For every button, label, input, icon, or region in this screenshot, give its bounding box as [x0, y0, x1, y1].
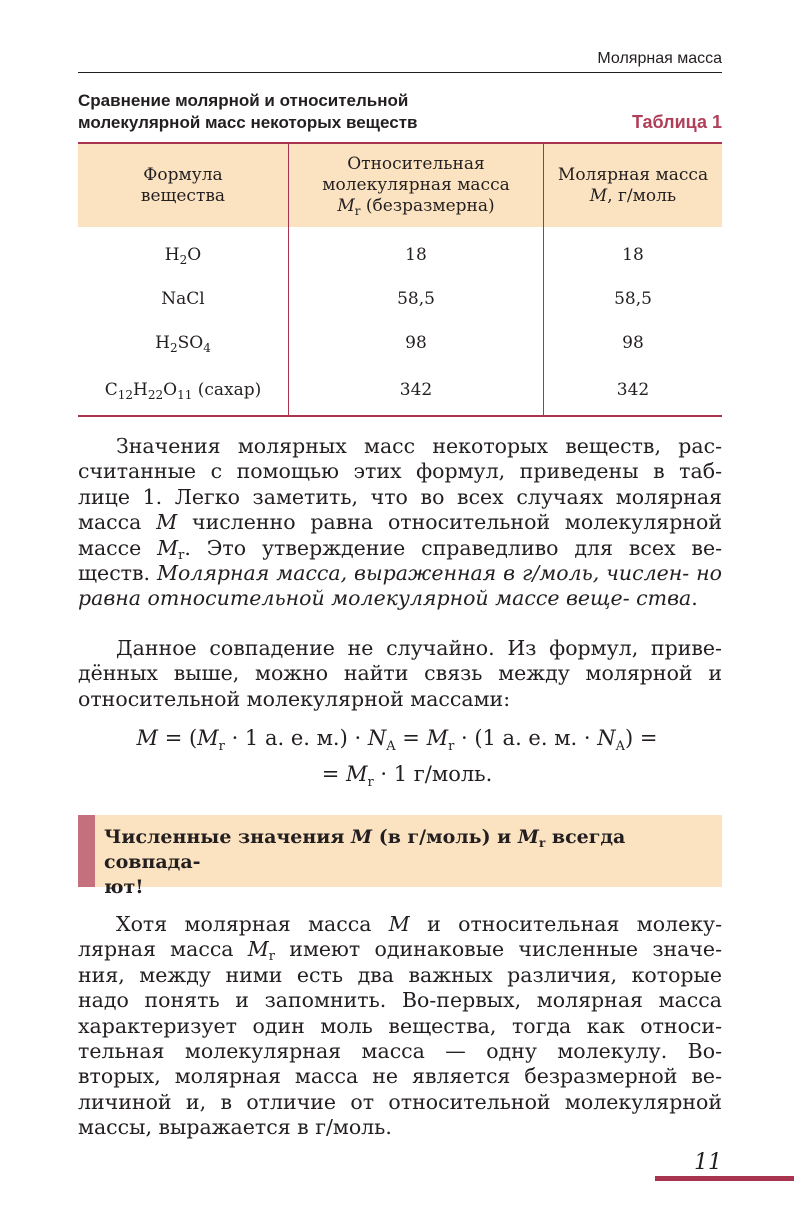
table-row — [78, 227, 722, 277]
table-row — [78, 321, 722, 365]
running-head — [0, 0, 794, 74]
paragraph-1: Значения молярных масс некоторых веществ, рас- считанные с помощью этих формул, приведены в таб- лице 1. Легко заметить, что во всех случаях молярная масса M численно равна относительной молекулярной массе $M_r$. Это утверждение справедливо для всех ве- ществ. Молярная масса, выраженная в г/моль, числен- но равна относительной молекулярной массе веще- ства. — [78, 434, 723, 611]
header-relative-mass: Относительная молекулярная масса $M_r$ (безразмерна) — [289, 143, 544, 227]
m-cell: 98 — [622, 333, 644, 353]
m-cell: 18 — [622, 245, 644, 265]
m-cell: 342 — [544, 365, 723, 416]
table-row — [78, 365, 722, 416]
mr-cell: 58,5 — [289, 277, 544, 321]
table-label: Таблица 1 — [631, 112, 722, 132]
table-caption: Сравнение молярной и относительной молекулярной масс некоторых веществ — [78, 91, 418, 132]
table-row — [78, 277, 722, 321]
formula-cell: $C_{12}H_{22}O_{11}$ (сахар) — [78, 365, 289, 416]
page-number: 11 — [694, 1150, 722, 1175]
emphasis-statement: Молярная масса, выраженная в г/моль, числен- но равна относительной молекулярной массе веще- ства — [78, 561, 722, 611]
formula-line-2: = $M_r \cdot 1$ г/моль. — [321, 762, 493, 790]
mr-cell: 342 — [289, 365, 544, 416]
formula-line-1: $M = (M_r \cdot 1$ а. е. $м.) \cdot N_A = M_r \cdot (1$ а. е. м. · $N_A$) = — [136, 726, 658, 754]
table-header-row — [78, 143, 722, 227]
running-head-rule — [78, 72, 722, 73]
mr-cell: 98 — [289, 321, 544, 365]
page-number-rule — [655, 1176, 794, 1181]
paragraph-3: Хотя молярная масса M и относительная молеку- лярная масса $M_r$ имеют одинаковые численные значе- ния, между ними есть два важных различия, которые надо понять и запомнить. Во-первых, молярная масса характеризует один моль вещества, тогда как относи- тельная молекулярная масса — одну молекулу. Во- вторых, молярная масса не является безразмерной ве- личиной и, в отличие от относительной молекулярной массы, выражается в г/моль. — [78, 912, 722, 1140]
header-formula: Формула вещества — [78, 143, 289, 227]
paragraph-2: Данное совпадение не случайно. Из формул, приве- дённых выше, можно найти связь между молярной и относительной молекулярной массами: — [78, 636, 722, 711]
note-accent-bar — [78, 815, 95, 887]
highlight-note — [78, 815, 722, 898]
formula-cell: NaCl — [78, 277, 289, 321]
comparison-table — [78, 142, 722, 417]
formula-cell: $H_2SO_4$ — [78, 321, 289, 365]
mr-cell: 18 — [289, 227, 544, 277]
formula-cell: $H_2O$ — [78, 227, 289, 277]
note-text: Численные значения M (в г/моль) и $M_r$ всегда совпада- ют! — [104, 826, 626, 898]
running-head-title: Молярная масса — [597, 50, 722, 67]
m-cell: 58,5 — [614, 289, 652, 309]
header-molar-mass: Молярная масса M, г/моль — [544, 143, 723, 227]
